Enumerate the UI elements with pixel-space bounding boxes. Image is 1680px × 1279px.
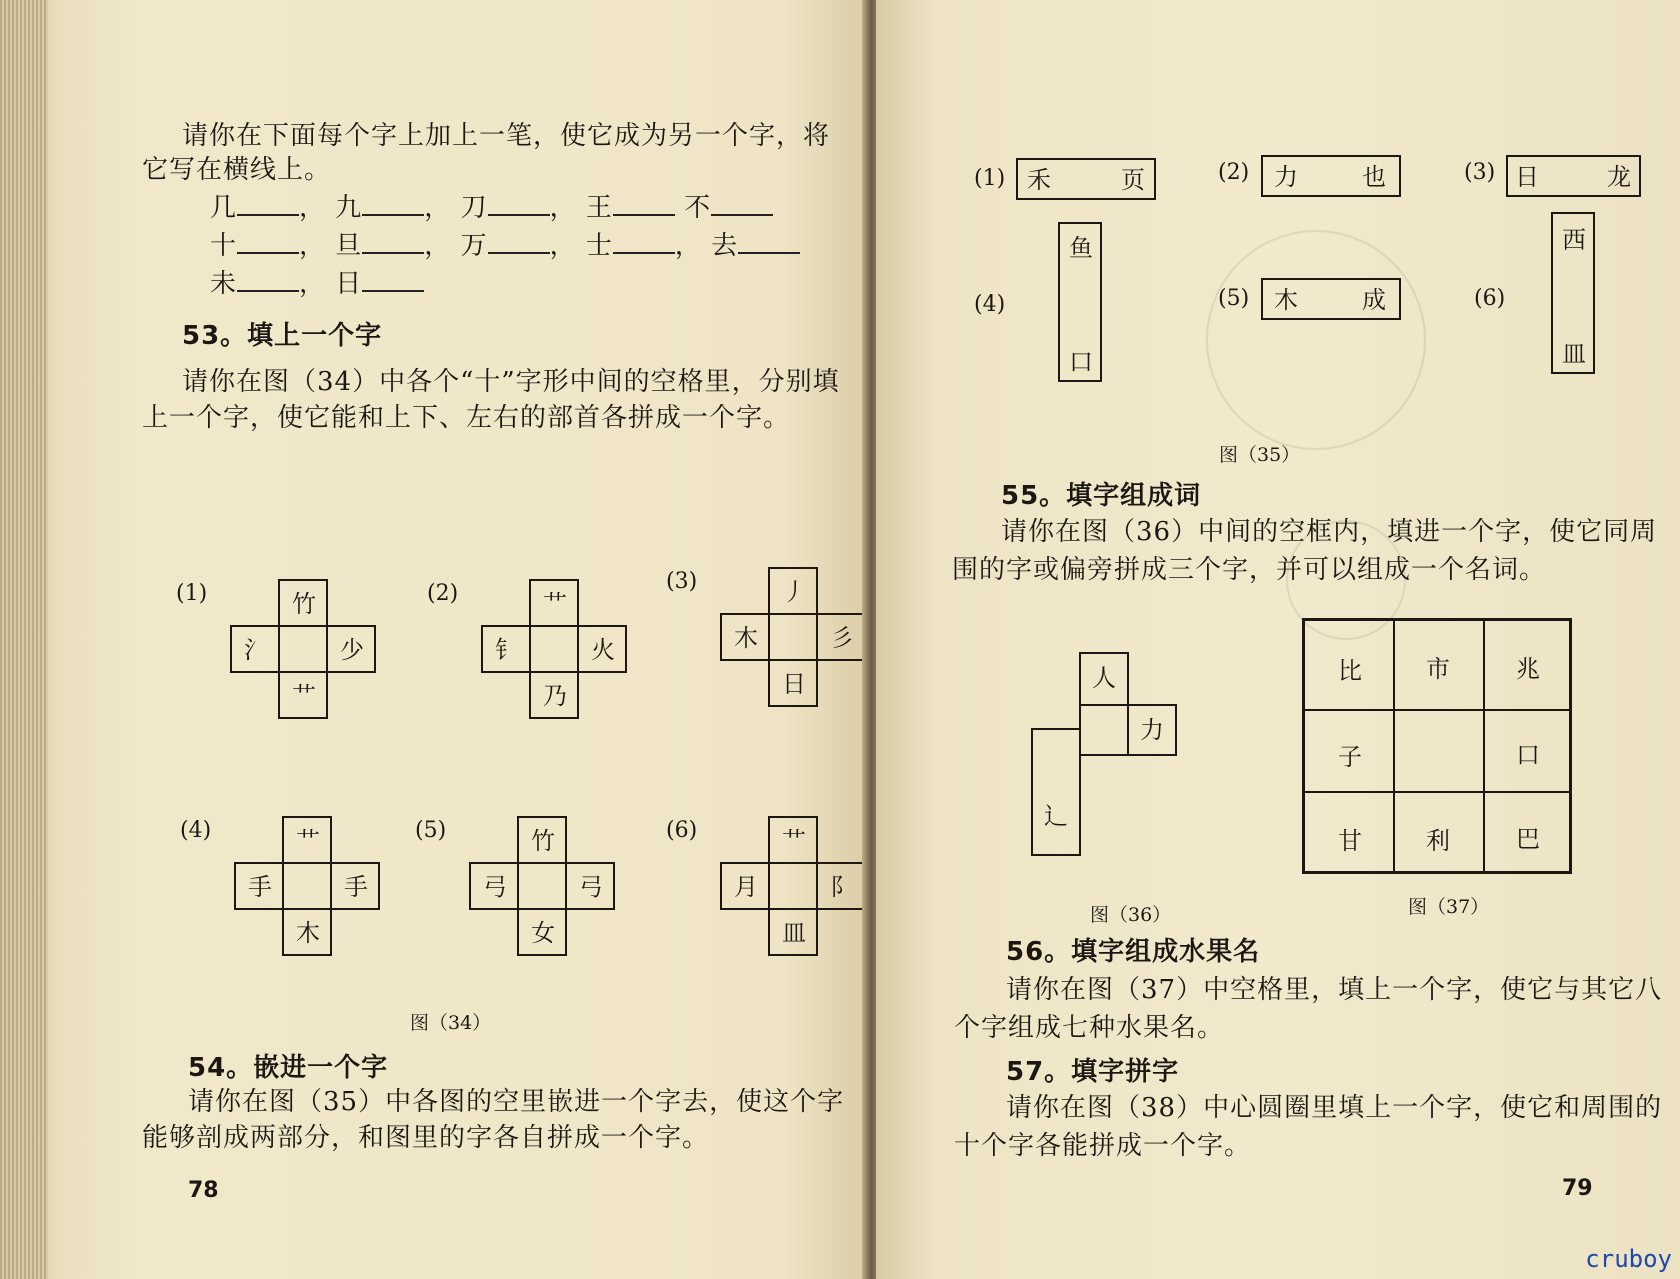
blank-row-2: 十 ， 旦 ， 万 ， 士 ， 去 <box>210 228 800 264</box>
fig34-char: 竹 <box>292 590 316 618</box>
fig35-char: 成 <box>1362 286 1386 314</box>
page-number-left: 78 <box>188 1178 219 1203</box>
blank-line[interactable] <box>362 190 424 216</box>
section-55-line-2: 围的字或偏旁拼成三个字，并可以组成一个名词。 <box>952 555 1547 585</box>
fig37-cell: 利 <box>1426 827 1450 855</box>
fig34-char: 彡 <box>830 624 854 652</box>
fig34-cell-top <box>278 579 328 627</box>
fig34-cell-right <box>326 625 376 673</box>
fig36-center-cell[interactable] <box>1079 704 1129 756</box>
fig34-char: 手 <box>248 873 272 901</box>
fig35-char: 页 <box>1121 166 1145 194</box>
fig37-cell: 巴 <box>1516 825 1540 853</box>
blank-char: 旦 <box>335 231 363 261</box>
fig35-char: 西 <box>1562 226 1586 254</box>
fig34-cell-right <box>330 862 380 910</box>
fig34-char: 女 <box>531 919 555 947</box>
grid-line <box>1305 791 1569 793</box>
bleed-through-circle <box>1206 230 1426 450</box>
section-55-title: 55。填字组成词 <box>1001 481 1202 511</box>
fig34-char: 弓 <box>483 873 507 901</box>
section-54-title: 54。嵌进一个字 <box>188 1053 389 1083</box>
fig34-cell-top <box>282 816 332 864</box>
section-53-line-2: 上一个字，使它能和上下、左右的部首各拼成一个字。 <box>142 403 791 433</box>
fig34-char: 木 <box>734 624 758 652</box>
section-56-line-2: 个字组成七种水果名。 <box>954 1013 1225 1043</box>
fig34-char: 钅 <box>495 636 519 664</box>
blank-char: 几 <box>210 193 238 223</box>
fig37-cell: 兆 <box>1516 655 1540 683</box>
fig34-cell-left <box>230 625 280 673</box>
watermark: cruboy <box>1585 1245 1672 1273</box>
blank-line[interactable] <box>362 266 424 292</box>
fig34-char: 日 <box>782 670 806 698</box>
fig35-box-5 <box>1261 278 1401 320</box>
fig34-label: (3) <box>666 569 698 594</box>
blank-line[interactable] <box>488 228 550 254</box>
fig34-cell-top <box>529 579 579 627</box>
blank-row-1: 几 ， 九 ， 刀 ， 王 不 <box>210 190 773 226</box>
blank-row-3: 未 ， 日 <box>210 266 424 302</box>
blank-char: 去 <box>711 231 739 261</box>
fig34-char: 竹 <box>531 827 555 855</box>
section-56-title: 56。填字组成水果名 <box>1006 937 1261 967</box>
fig34-cell-center[interactable] <box>768 613 818 661</box>
right-page <box>876 0 1680 1279</box>
fig35-char: 日 <box>1515 163 1539 191</box>
fig35-char: 禾 <box>1027 166 1051 194</box>
fig34-cell-right <box>816 613 866 661</box>
fig35-label-3: (3) <box>1464 160 1496 185</box>
fig34-char: 皿 <box>782 919 806 947</box>
fig34-cell-center[interactable] <box>517 862 567 910</box>
fig35-box-2 <box>1261 155 1401 197</box>
grid-line <box>1305 709 1569 711</box>
fig35-box-4 <box>1058 222 1102 382</box>
fig35-char: 口 <box>1069 348 1093 376</box>
fig35-box-1 <box>1016 158 1156 200</box>
fig34-char: 木 <box>296 919 320 947</box>
grid-line <box>1393 621 1395 871</box>
fig35-char: 鱼 <box>1069 234 1093 262</box>
fig34-label: (5) <box>415 818 447 843</box>
section-56-line-1: 请你在图（37）中空格里，填上一个字，使它与其它八 <box>1006 975 1663 1005</box>
fig34-char: 艹 <box>296 827 320 855</box>
section-57-line-2: 十个字各能拼成一个字。 <box>954 1131 1252 1161</box>
section-53-line-1: 请你在图（34）中各个“十”字形中间的空格里，分别填 <box>182 367 840 397</box>
fig34-cell-center[interactable] <box>768 862 818 910</box>
fig34-cell-left <box>469 862 519 910</box>
section-57-title: 57。填字拼字 <box>1006 1057 1180 1087</box>
blank-line[interactable] <box>237 228 299 254</box>
page-number-right: 79 <box>1562 1176 1593 1201</box>
fig34-char: 少 <box>340 636 364 664</box>
fig36-right-cell <box>1127 704 1177 756</box>
fig34-char: 艹 <box>782 827 806 855</box>
fig36-char-right: 力 <box>1140 716 1164 744</box>
blank-char: 未 <box>210 269 238 299</box>
fig37-cell: 口 <box>1516 741 1540 769</box>
blank-char: 九 <box>335 193 363 223</box>
section-55-line-1: 请你在图（36）中间的空框内，填进一个字，使它同周 <box>1001 517 1658 547</box>
fig36-left-cell <box>1031 728 1081 856</box>
fig35-label-4: (4) <box>974 292 1006 317</box>
fig34-cell-right <box>565 862 615 910</box>
fig34-cell-bottom <box>768 659 818 707</box>
intro-line-2: 它写在横线上。 <box>142 155 332 185</box>
fig36-char-top: 人 <box>1092 664 1116 692</box>
fig37-cell: 市 <box>1426 655 1450 683</box>
fig34-cell-left <box>720 862 770 910</box>
figure-36-caption: 图（36） <box>1090 904 1172 926</box>
blank-line[interactable] <box>711 190 773 216</box>
figure-34-caption: 图（34） <box>410 1012 492 1034</box>
fig34-char: 火 <box>591 636 615 664</box>
fig37-grid <box>1302 618 1572 874</box>
fig36-char-left: 辶 <box>1044 802 1068 830</box>
fig34-cell-center[interactable] <box>278 625 328 673</box>
fig37-cell: 比 <box>1338 657 1362 685</box>
fig34-cell-left <box>234 862 284 910</box>
fig34-char: 艹 <box>543 590 567 618</box>
figure-37-caption: 图（37） <box>1408 896 1490 918</box>
fig35-char: 龙 <box>1607 163 1631 191</box>
fig34-char: 月 <box>734 873 758 901</box>
fig34-label: (1) <box>176 581 208 606</box>
fig34-cell-left <box>481 625 531 673</box>
section-57-line-1: 请你在图（38）中心圆圈里填上一个字，使它和周围的 <box>1006 1093 1663 1123</box>
fig35-char: 力 <box>1274 163 1298 191</box>
fig35-box-3 <box>1506 155 1641 197</box>
fig34-char: 氵 <box>244 636 268 664</box>
fig37-cell: 甘 <box>1338 827 1362 855</box>
blank-char: 刀 <box>460 193 488 223</box>
fig34-char: 手 <box>344 873 368 901</box>
fig34-cell-right <box>816 862 866 910</box>
fig35-char: 木 <box>1274 286 1298 314</box>
fig34-label: (4) <box>180 818 212 843</box>
intro-line-1: 请你在下面每个字上加上一笔，使它成为另一个字，将 <box>182 121 831 151</box>
fig35-label-2: (2) <box>1218 160 1250 185</box>
fig35-char: 皿 <box>1562 340 1586 368</box>
fig36-top-cell <box>1079 652 1129 706</box>
blank-line[interactable] <box>237 190 299 216</box>
section-54-line-2: 能够剖成两部分，和图里的字各自拼成一个字。 <box>142 1123 710 1153</box>
blank-char: 万 <box>460 231 488 261</box>
fig35-char: 也 <box>1362 163 1386 191</box>
figure-35-caption: 图（35） <box>1219 444 1301 466</box>
fig34-cell-left <box>720 613 770 661</box>
fig34-cell-bottom <box>517 908 567 956</box>
fig34-cell-bottom <box>278 671 328 719</box>
blank-line[interactable] <box>738 228 800 254</box>
fig34-char: 乃 <box>543 682 567 710</box>
blank-char: 日 <box>335 269 363 299</box>
fig34-char: 阝 <box>830 873 854 901</box>
blank-line[interactable] <box>488 190 550 216</box>
fig34-cell-top <box>768 816 818 864</box>
blank-char: 士 <box>585 231 613 261</box>
fig34-cell-bottom <box>768 908 818 956</box>
fig35-label-5: (5) <box>1218 286 1250 311</box>
fig35-box-6 <box>1551 212 1595 374</box>
fig34-cell-top <box>768 567 818 615</box>
fig35-label-1: (1) <box>974 166 1006 191</box>
grid-line <box>1483 621 1485 871</box>
blank-line[interactable] <box>613 228 675 254</box>
fig34-char: 弓 <box>579 873 603 901</box>
fig37-cell: 子 <box>1338 743 1362 771</box>
section-53-title: 53。填上一个字 <box>182 321 383 351</box>
blank-line[interactable] <box>613 190 675 216</box>
fig34-cell-right <box>577 625 627 673</box>
fig34-cell-bottom <box>282 908 332 956</box>
fig34-char: 艹 <box>292 682 316 710</box>
page-edges <box>0 0 48 1279</box>
fig34-label: (6) <box>666 818 698 843</box>
blank-line[interactable] <box>362 228 424 254</box>
blank-char: 王 <box>585 193 613 223</box>
section-54-line-1: 请你在图（35）中各图的空里嵌进一个字去，使这个字 <box>188 1087 845 1117</box>
fig34-cell-top <box>517 816 567 864</box>
fig34-cell-center[interactable] <box>529 625 579 673</box>
fig35-label-6: (6) <box>1474 286 1506 311</box>
blank-char: 不 <box>684 193 712 223</box>
fig34-cell-bottom <box>529 671 579 719</box>
blank-char: 十 <box>210 231 238 261</box>
fig34-label: (2) <box>427 581 459 606</box>
blank-line[interactable] <box>237 266 299 292</box>
fig34-char: 丿 <box>782 578 806 606</box>
fig34-cell-center[interactable] <box>282 862 332 910</box>
